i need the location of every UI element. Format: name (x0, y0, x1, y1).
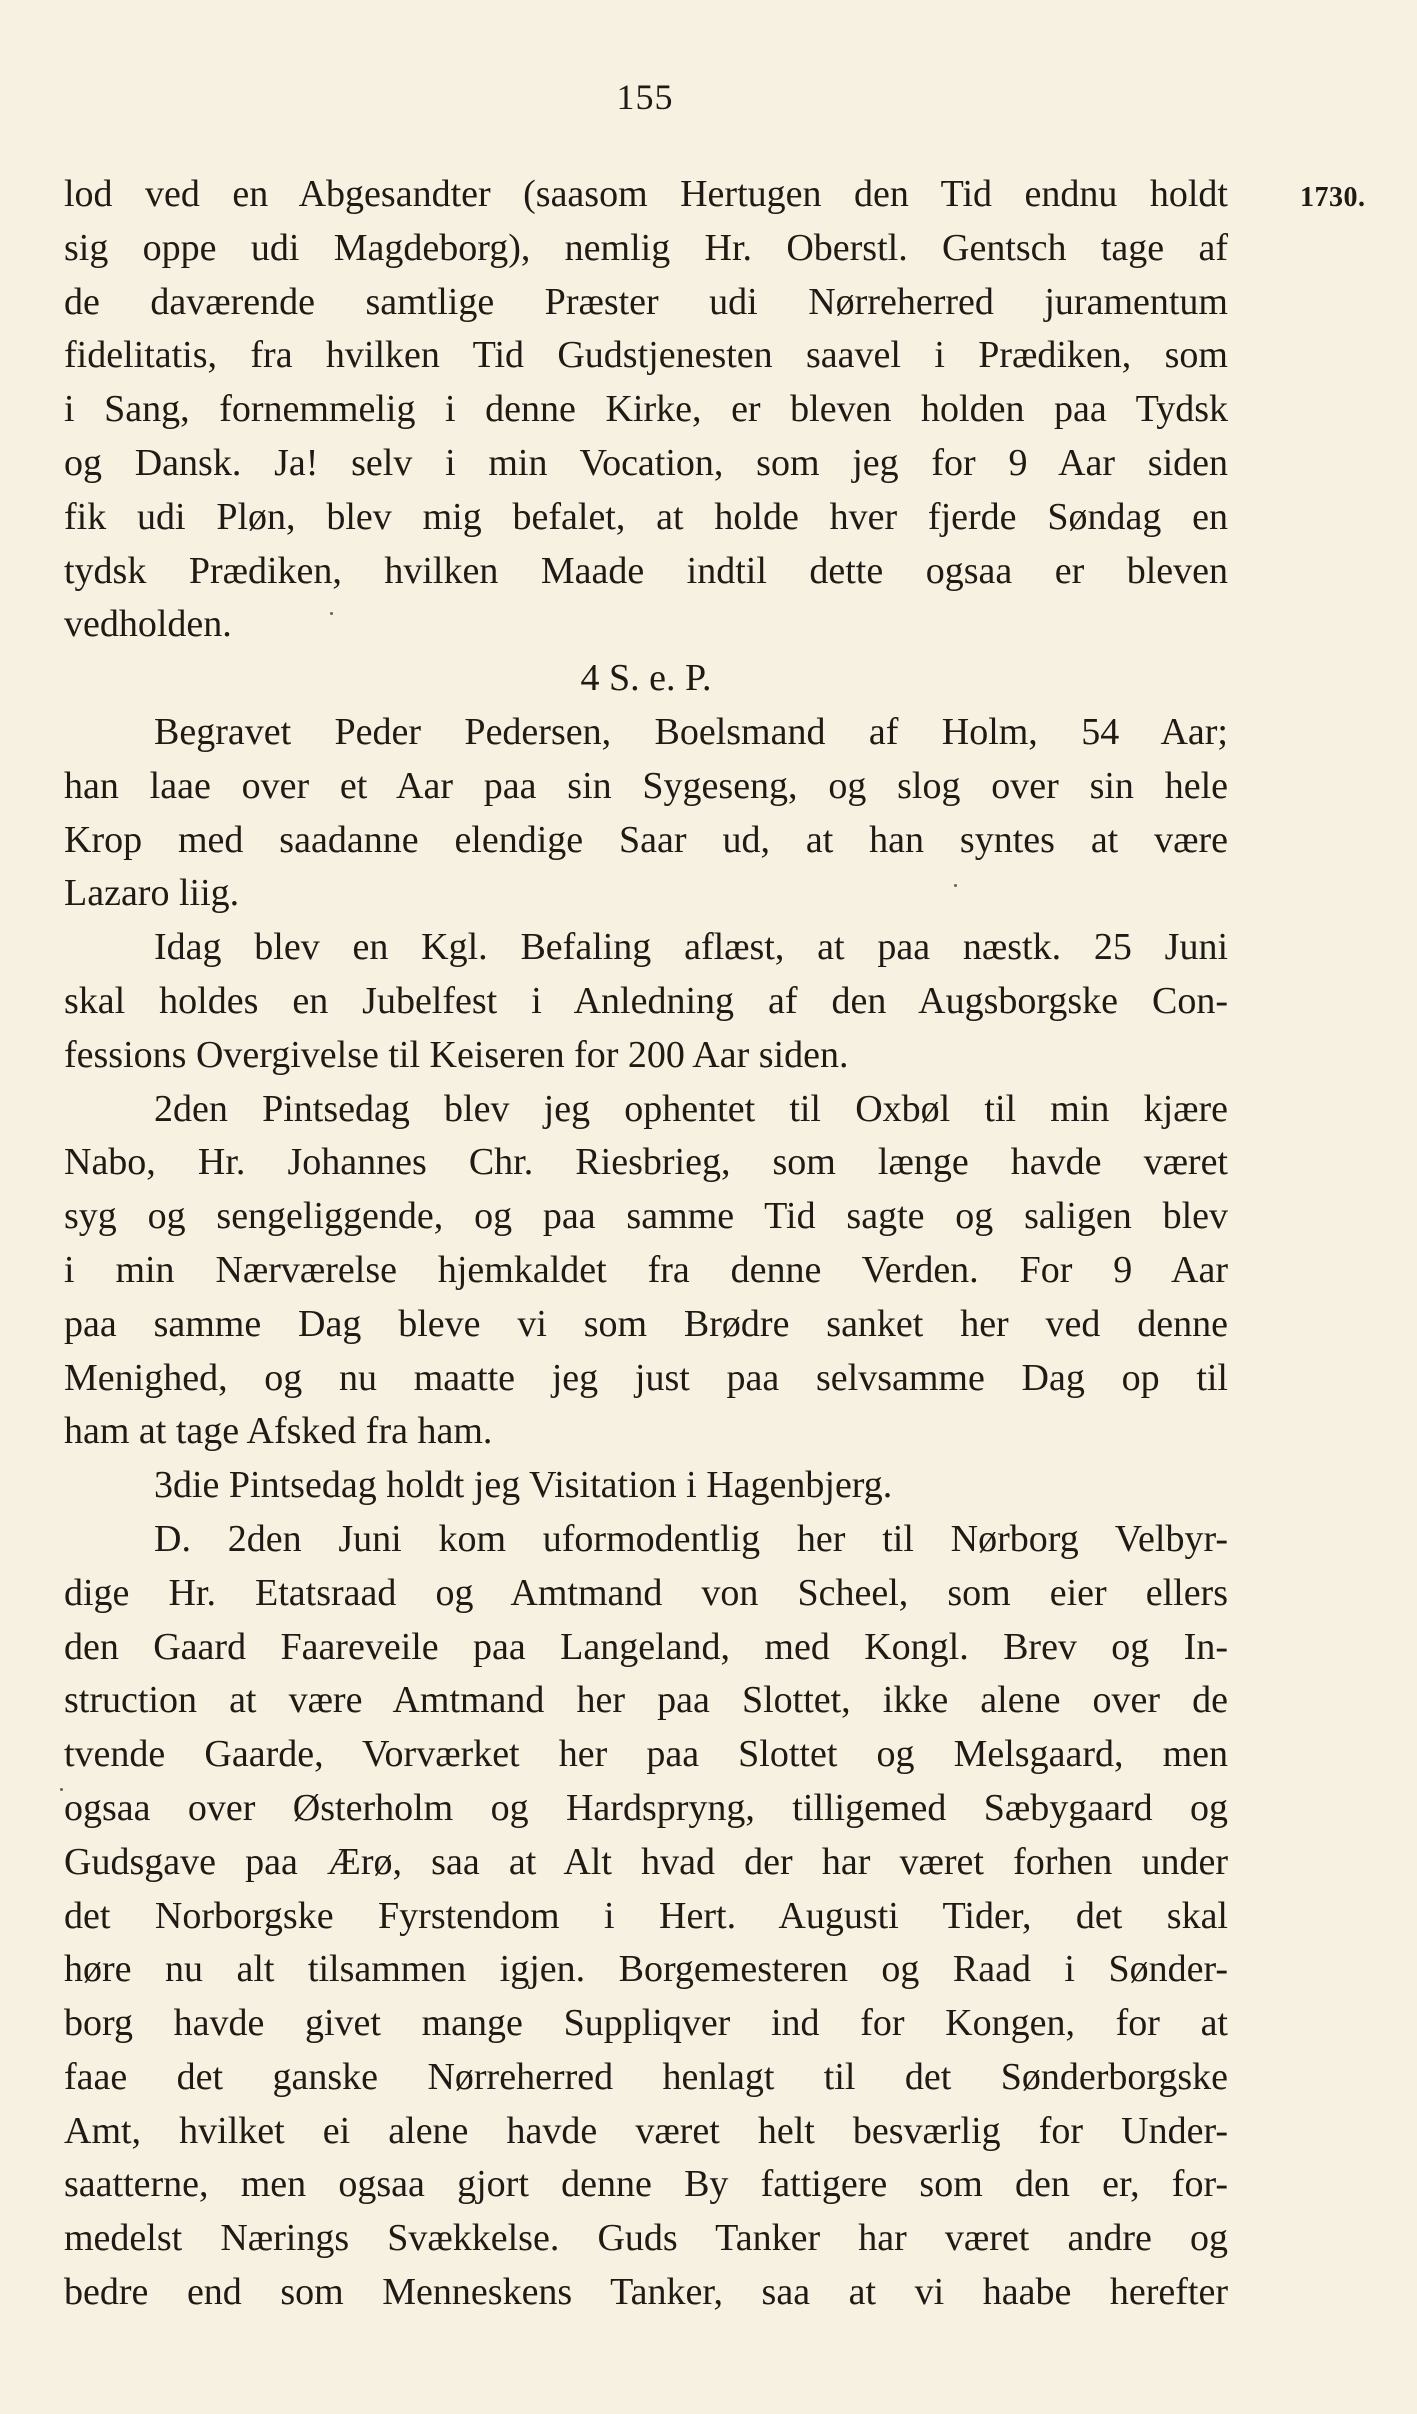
text-line: Krop med saadanne elendige Saar ud, at han syntes at være (64, 818, 1228, 861)
text-line: fik udi Pløn, blev mig befalet, at holde hver fjerde Søndag en (64, 495, 1228, 538)
text-line: faae det ganske Nørreherred henlagt til det Sønderborgske (64, 2055, 1228, 2098)
text-line: lod ved en Abgesandter (saasom Hertugen den Tid endnu holdt (64, 173, 1228, 215)
text-line: medelst Nærings Svækkelse. Guds Tanker har været andre og (64, 2217, 1228, 2260)
text-line: tvende Gaarde, Vorværket her paa Slottet og Melsgaard, men (64, 1733, 1228, 1776)
text-line: høre nu alt tilsammen igjen. Borgemesteren og Raad i Sønder- (64, 1948, 1228, 1991)
text-line: ogsaa over Østerholm og Hardspryng, tilligemed Sæbygaard og (64, 1786, 1228, 1829)
page-number: 155 (616, 77, 674, 117)
text-line: sig oppe udi Magdeborg), nemlig Hr. Oberstl. Gentsch tage af (64, 226, 1228, 269)
text-line: i Sang, fornemmelig i denne Kirke, er bleven holden paa Tydsk (64, 388, 1228, 431)
text-line: Nabo, Hr. Johannes Chr. Riesbrieg, som længe havde været (64, 1141, 1228, 1184)
text-line: i min Nærværelse hjemkaldet fra denne Verden. For 9 Aar (64, 1248, 1228, 1291)
text-line: fidelitatis, fra hvilken Tid Gudstjenesten saavel i Prædiken, som (64, 334, 1228, 377)
text-line: Lazaro liig. (64, 872, 240, 915)
text-line: Amt, hvilket ei alene havde været helt besværlig for Under- (64, 2109, 1228, 2152)
text-line: han laae over et Aar paa sin Sygeseng, og slog over sin hele (64, 764, 1228, 807)
paper-speck (954, 884, 957, 887)
text-line: Begravet Peder Pedersen, Boelsmand af Holm, 54 Aar; (154, 710, 1228, 753)
text-line: den Gaard Faareveile paa Langeland, med Kongl. Brev og In- (64, 1625, 1228, 1668)
text-line: Gudsgave paa Ærø, saa at Alt hvad der har været forhen under (64, 1840, 1228, 1883)
text-line: saatterne, men ogsaa gjort denne By fattigere som den er, for- (64, 2163, 1228, 2206)
text-line: 4 S. e. P. (580, 657, 712, 700)
text-line: bedre end som Menneskens Tanker, saa at vi haabe herefter (64, 2271, 1228, 2314)
text-line: borg havde givet mange Suppliqver ind for Kongen, for at (64, 2002, 1228, 2045)
text-line: ham at tage Afsked fra ham. (64, 1410, 493, 1453)
text-line: skal holdes en Jubelfest i Anledning af den Augsborgske Con- (64, 979, 1228, 1022)
text-line: paa samme Dag bleve vi som Brødre sanket her ved denne (64, 1302, 1228, 1345)
margin-year-note: 1730. (1300, 182, 1366, 213)
paper-speck (60, 1788, 63, 1791)
text-line: fessions Overgivelse til Keiseren for 200 Aar siden. (64, 1033, 849, 1076)
text-line: 3die Pintsedag holdt jeg Visitation i Hagenbjerg. (154, 1464, 893, 1507)
text-line: de daværende samtlige Præster udi Nørreherred juramentum (64, 280, 1228, 323)
body-text (64, 168, 1228, 2320)
text-line: og Dansk. Ja! selv i min Vocation, som jeg for 9 Aar siden (64, 441, 1228, 484)
text-line: det Norborgske Fyrstendom i Hert. Augusti Tider, det skal (64, 1894, 1228, 1937)
text-line: D. 2den Juni kom uformodentlig her til Nørborg Velbyr- (154, 1517, 1228, 1560)
text-line: 2den Pintsedag blev jeg ophentet til Oxbøl til min kjære (154, 1087, 1228, 1130)
text-line: vedholden. (64, 603, 232, 646)
text-line: Menighed, og nu maatte jeg just paa selvsamme Dag op til (64, 1356, 1228, 1399)
text-line: dige Hr. Etatsraad og Amtmand von Scheel, som eier ellers (64, 1571, 1228, 1614)
text-line: tydsk Prædiken, hvilken Maade indtil dette ogsaa er bleven (64, 549, 1228, 592)
paper-speck (330, 612, 333, 615)
text-line: Idag blev en Kgl. Befaling aflæst, at paa næstk. 25 Juni (154, 926, 1228, 969)
text-line: syg og sengeliggende, og paa samme Tid sagte og saligen blev (64, 1195, 1228, 1238)
text-line: struction at være Amtmand her paa Slottet, ikke alene over de (64, 1679, 1228, 1722)
